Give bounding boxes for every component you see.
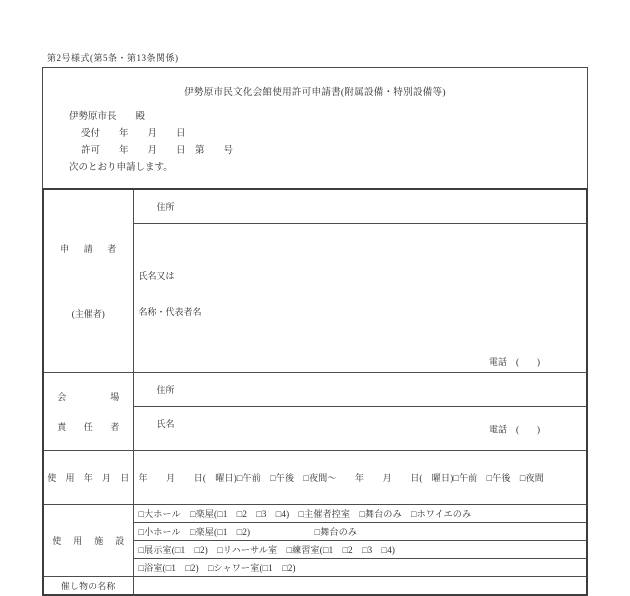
facilities-label-cell [43, 505, 133, 577]
venue-label: 会場 [57, 392, 120, 402]
use-date-value-cell: 年 月 日( 曜日)□午前 □午後 □夜間～ 年 月 日( 曜日)□午前 □午後 □夜間 [133, 451, 587, 505]
applicant-name-cell [133, 224, 587, 373]
venue-manager-address-label: 住所 [156, 385, 175, 395]
receipt-date-line: 受付 年 月 日 [81, 129, 186, 139]
venue-manager-phone-label: 電話 ( ) [489, 424, 540, 434]
facilities-row-1 [43, 505, 587, 523]
addressee-line: 伊勢原市長 殿 [69, 112, 146, 122]
manager-label: 責任者 [57, 422, 120, 432]
event-name-row [43, 577, 587, 595]
use-date-label: 使用年月日 [47, 473, 130, 483]
facilities-options-3: □展示室(□1 □2) □リハーサル室 □練習室(□1 □2 □3 □4) [133, 541, 587, 559]
application-table [42, 188, 588, 596]
venue-manager-name-cell [133, 407, 587, 451]
venue-manager-label-cell [43, 373, 133, 451]
applicant-label: 申請者 [60, 244, 117, 254]
applicant-phone-label: 電話 ( ) [489, 357, 540, 367]
facilities-label: 使用施設 [52, 536, 125, 546]
venue-manager-address-row [43, 373, 587, 407]
applicant-address-row [43, 189, 587, 224]
event-name-label-cell: 催し物の名称 [43, 577, 133, 595]
form-code: 第2号様式(第5条・第13条関係) [47, 53, 179, 63]
form-header-section [42, 67, 588, 188]
applicant-address-cell [133, 189, 587, 224]
form-title: 伊勢原市民文化会館使用許可申請書(附属設備・特別設備等) [184, 88, 446, 98]
applicant-name-label-2: 名称・代表者名 [138, 307, 202, 317]
use-date-label-cell [43, 451, 133, 505]
declaration-line: 次のとおり申請します。 [69, 163, 173, 173]
applicant-label-cell [43, 189, 133, 373]
venue-manager-address-cell [133, 373, 587, 407]
event-name-value-cell [133, 577, 587, 595]
use-date-row [43, 451, 587, 505]
permit-date-line: 許可 年 月 日 第 号 [81, 146, 234, 156]
applicant-name-label-1: 氏名又は [138, 271, 175, 281]
applicant-address-label: 住所 [156, 202, 175, 212]
application-form [42, 67, 588, 596]
applicant-sublabel: (主催者) [71, 309, 105, 319]
facilities-options-1: □大ホール □楽屋(□1 □2 □3 □4) □主催者控室 □舞台のみ □ホワイエのみ [133, 505, 587, 523]
venue-manager-name-label: 氏名 [156, 419, 175, 429]
facilities-options-2: □小ホール □楽屋(□1 □2) □舞台のみ [133, 523, 587, 541]
facilities-options-4: □浴室(□1 □2) □シャワー室(□1 □2) [133, 559, 587, 577]
